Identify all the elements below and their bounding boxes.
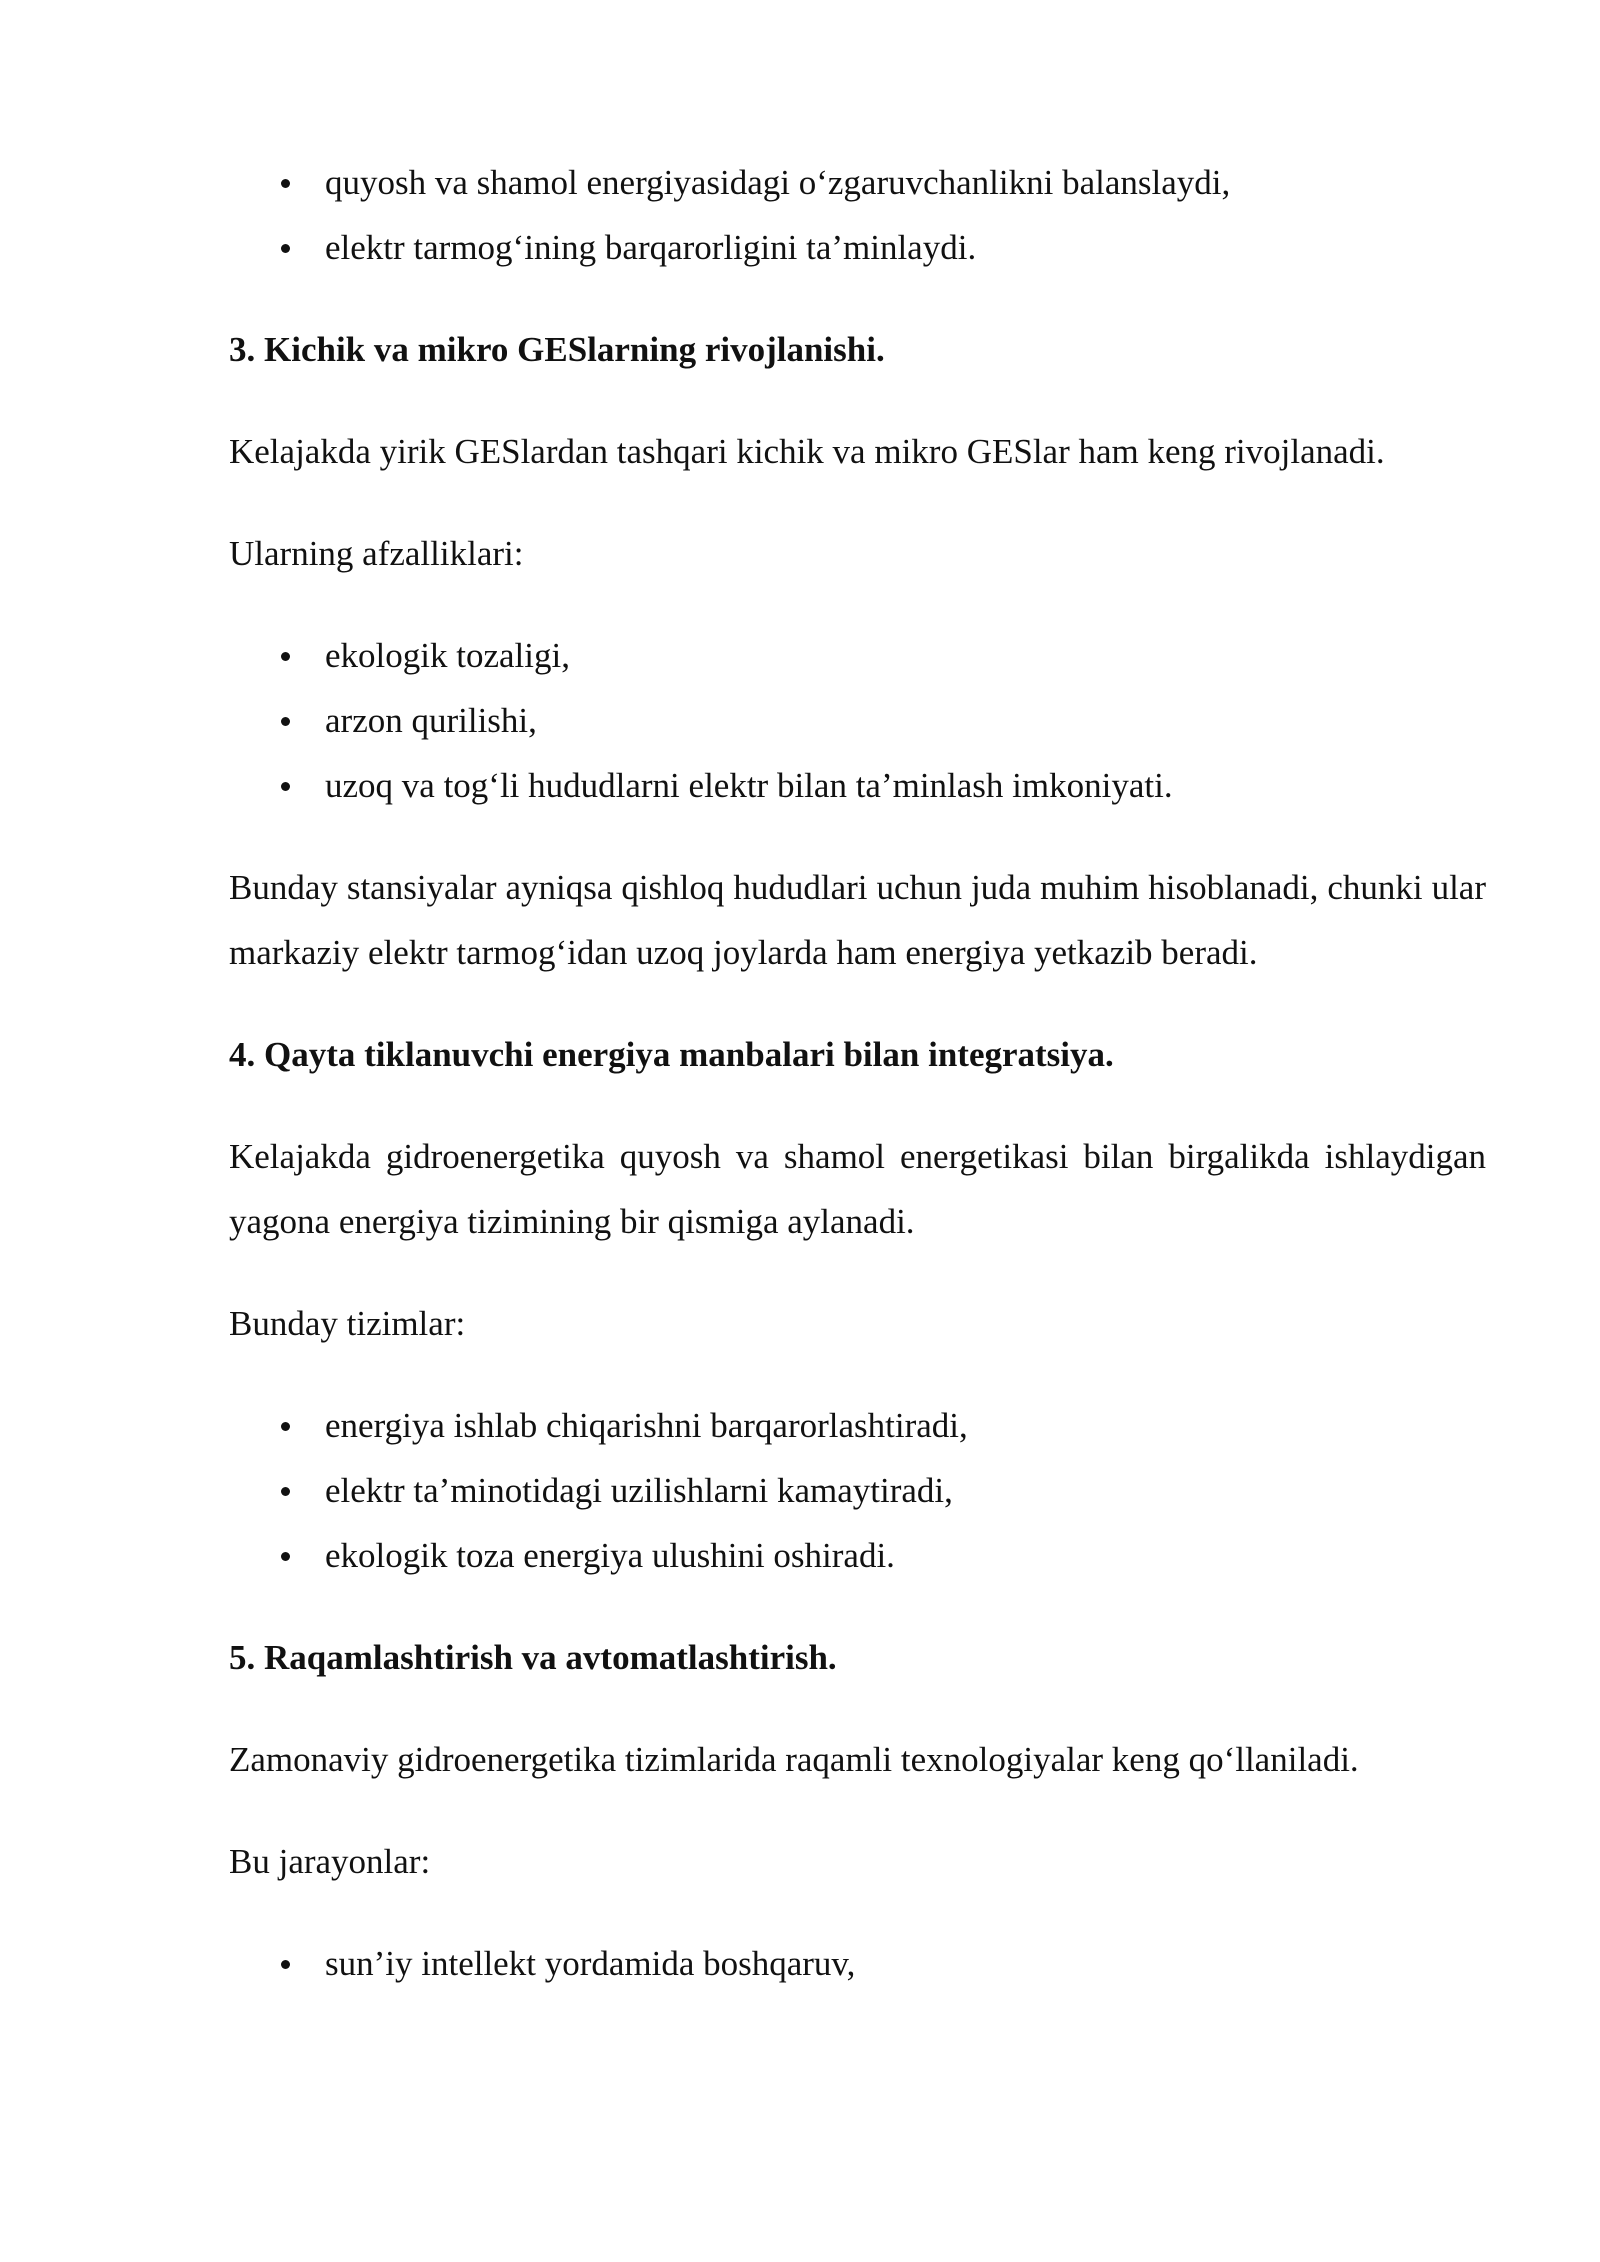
bullet-icon [281, 1960, 290, 1969]
bullet-list-balancing [229, 150, 1486, 280]
paragraph: Bunday stansiyalar ayniqsa qishloq hududlari uchun juda muhim hisoblanadi, chunki ular markaziy elektr tarmog‘idan uzoq joylarda ham energiya yetkazib beradi. [229, 868, 1486, 972]
document-body [229, 150, 1486, 1996]
section-heading-5: 5. Raqamlashtirish va avtomatlashtirish. [229, 1638, 837, 1677]
section-heading-4: 4. Qayta tiklanuvchi energiya manbalari bilan integratsiya. [229, 1035, 1114, 1074]
bullet-icon [281, 1422, 290, 1431]
bullet-icon [281, 179, 290, 188]
list-item: sun’iy intellekt yordamida boshqaruv, [229, 1931, 1486, 1996]
paragraph: Kelajakda gidroenergetika quyosh va shamol energetikasi bilan birgalikda ishlaydigan yagona energiya tizimining bir qismiga aylanadi. [229, 1137, 1486, 1241]
list-item: ekologik tozaligi, [229, 623, 1486, 688]
bullet-list-processes [229, 1931, 1486, 1996]
list-item: elektr tarmog‘ining barqarorligini ta’minlaydi. [229, 215, 1486, 280]
bullet-icon [281, 1487, 290, 1496]
bullet-icon [281, 1552, 290, 1561]
section-heading-3: 3. Kichik va mikro GESlarning rivojlanishi. [229, 330, 885, 369]
bullet-icon [281, 782, 290, 791]
bullet-list-advantages [229, 623, 1486, 818]
bullet-icon [281, 717, 290, 726]
paragraph: Bu jarayonlar: [229, 1842, 431, 1881]
paragraph: Ularning afzalliklari: [229, 534, 524, 573]
list-item: energiya ishlab chiqarishni barqarorlashtiradi, [229, 1393, 1486, 1458]
paragraph: Kelajakda yirik GESlardan tashqari kichik va mikro GESlar ham keng rivojlanadi. [229, 432, 1385, 471]
list-item: quyosh va shamol energiyasidagi o‘zgaruvchanlikni balanslaydi, [229, 150, 1486, 215]
bullet-list-system-benefits [229, 1393, 1486, 1588]
list-item: arzon qurilishi, [229, 688, 1486, 753]
list-item: elektr ta’minotidagi uzilishlarni kamaytiradi, [229, 1458, 1486, 1523]
list-item: ekologik toza energiya ulushini oshiradi. [229, 1523, 1486, 1588]
paragraph: Zamonaviy gidroenergetika tizimlarida raqamli texnologiyalar keng qo‘llaniladi. [229, 1740, 1359, 1779]
bullet-icon [281, 244, 290, 253]
paragraph: Bunday tizimlar: [229, 1304, 466, 1343]
list-item: uzoq va tog‘li hududlarni elektr bilan ta’minlash imkoniyati. [229, 753, 1486, 818]
bullet-icon [281, 652, 290, 661]
